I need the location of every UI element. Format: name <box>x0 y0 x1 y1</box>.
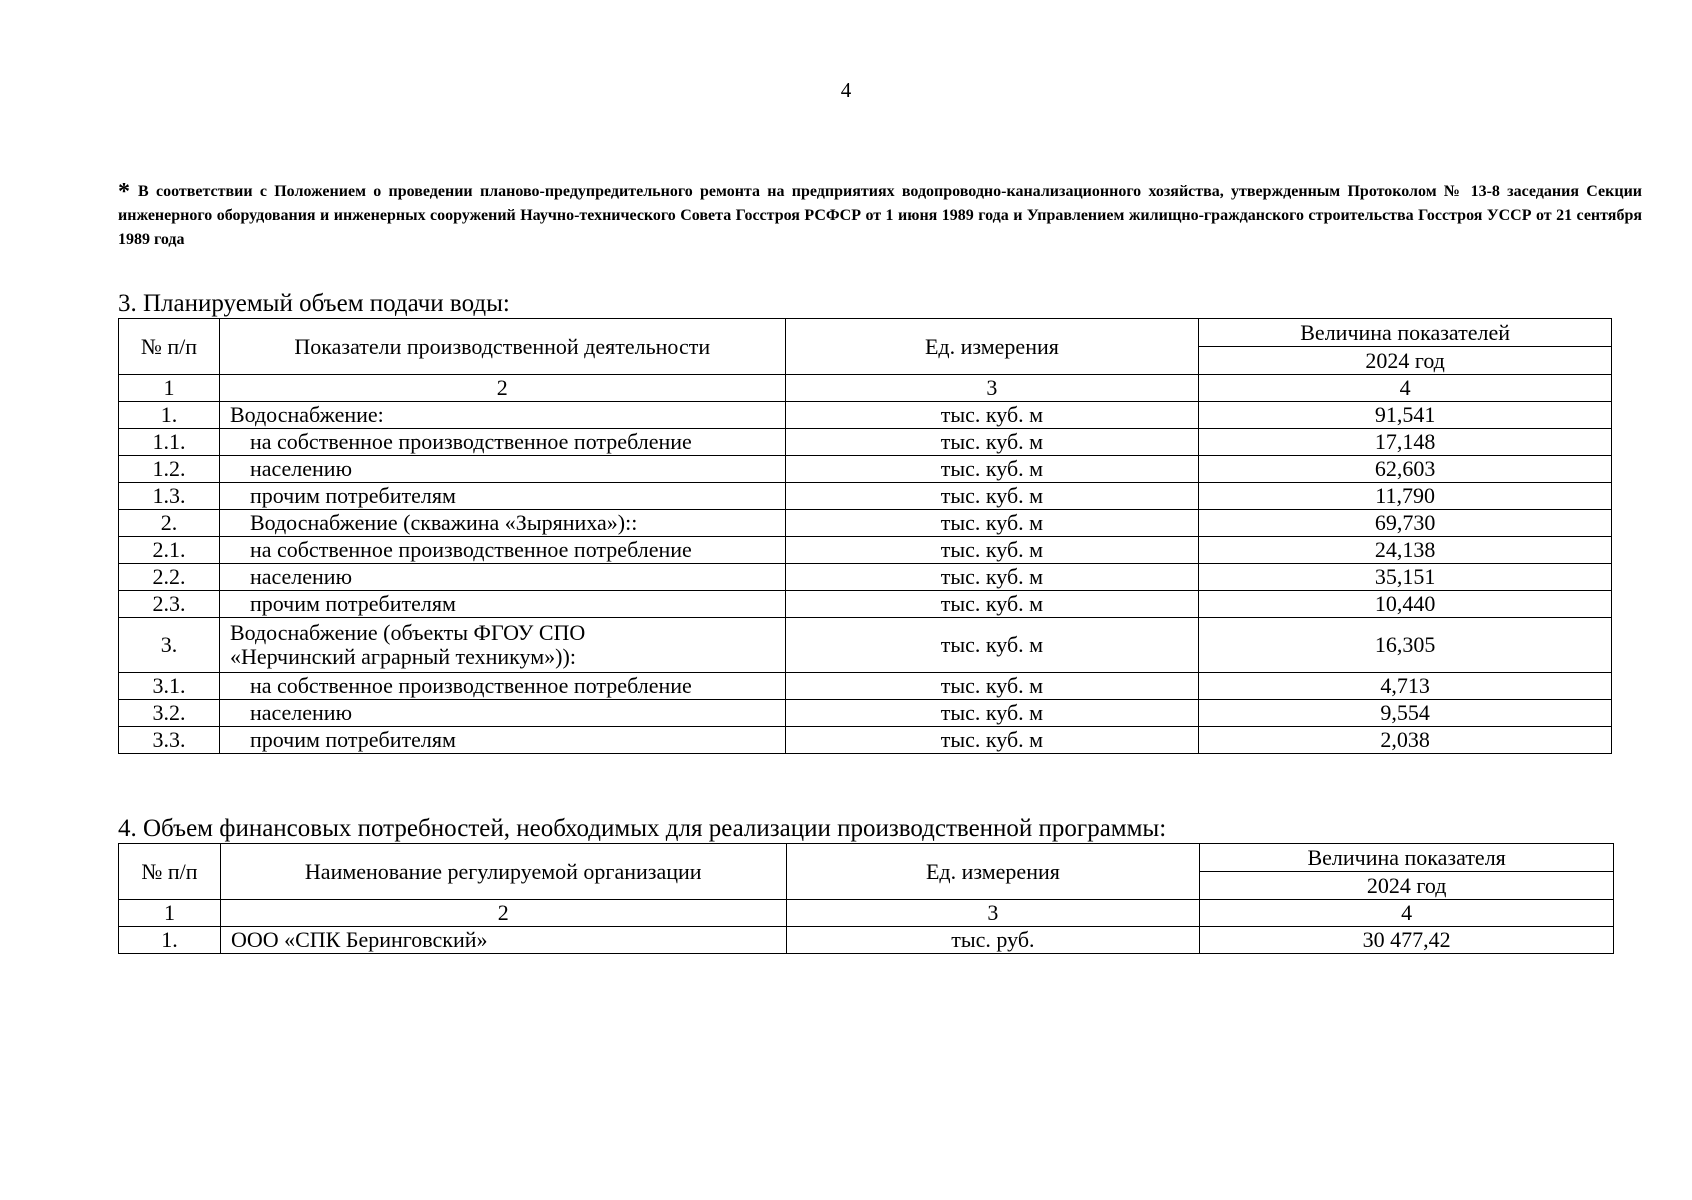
header-value-group: Величина показателя <box>1200 844 1614 872</box>
row-unit: тыс. куб. м <box>785 402 1199 429</box>
column-number: 2 <box>220 900 786 927</box>
row-name: прочим потребителям <box>219 727 785 754</box>
table-row <box>119 673 1612 700</box>
row-value: 91,541 <box>1199 402 1612 429</box>
section3-title: 3. Планируемый объем подачи воды: <box>118 290 510 317</box>
row-name: Водоснабжение (скважина «Зыряниха»):: <box>219 510 785 537</box>
row-num: 3. <box>119 618 220 673</box>
row-name: населению <box>219 700 785 727</box>
row-unit: тыс. руб. <box>786 927 1200 954</box>
row-value: 9,554 <box>1199 700 1612 727</box>
row-value: 69,730 <box>1199 510 1612 537</box>
row-unit: тыс. куб. м <box>785 483 1199 510</box>
row-unit: тыс. куб. м <box>785 618 1199 673</box>
table-row <box>119 618 1612 673</box>
row-name: прочим потребителям <box>219 591 785 618</box>
row-num: 2.1. <box>119 537 220 564</box>
row-num: 1.2. <box>119 456 220 483</box>
header-num: № п/п <box>119 319 220 375</box>
row-unit: тыс. куб. м <box>785 700 1199 727</box>
row-unit: тыс. куб. м <box>785 456 1199 483</box>
page-number: 4 <box>840 78 852 102</box>
footnote <box>118 180 1642 252</box>
row-unit: тыс. куб. м <box>785 727 1199 754</box>
table-header-row <box>119 319 1612 347</box>
row-unit: тыс. куб. м <box>785 591 1199 618</box>
header-year: 2024 год <box>1199 347 1612 375</box>
table-row <box>119 402 1612 429</box>
row-value: 4,713 <box>1199 673 1612 700</box>
column-number: 1 <box>119 900 221 927</box>
row-value: 62,603 <box>1199 456 1612 483</box>
row-name: прочим потребителям <box>219 483 785 510</box>
row-unit: тыс. куб. м <box>785 673 1199 700</box>
column-number-row <box>119 900 1614 927</box>
row-value: 30 477,42 <box>1200 927 1614 954</box>
row-value: 11,790 <box>1199 483 1612 510</box>
column-number: 1 <box>119 375 220 402</box>
header-unit: Ед. измерения <box>785 319 1199 375</box>
row-num: 1. <box>119 402 220 429</box>
column-number: 4 <box>1199 375 1612 402</box>
row-name: ООО «СПК Беринговский» <box>220 927 786 954</box>
row-num: 3.3. <box>119 727 220 754</box>
row-unit: тыс. куб. м <box>785 510 1199 537</box>
row-num: 2.3. <box>119 591 220 618</box>
header-unit: Ед. измерения <box>786 844 1200 900</box>
header-num: № п/п <box>119 844 221 900</box>
row-name: Водоснабжение: <box>219 402 785 429</box>
row-name: на собственное производственное потребление <box>219 537 785 564</box>
financial-needs-table <box>118 843 1614 954</box>
row-num: 1.1. <box>119 429 220 456</box>
table-row <box>119 429 1612 456</box>
column-number-row <box>119 375 1612 402</box>
header-indicator: Показатели производственной деятельности <box>219 319 785 375</box>
table-row <box>119 591 1612 618</box>
table-row <box>119 510 1612 537</box>
row-num: 3.2. <box>119 700 220 727</box>
table-row <box>119 927 1614 954</box>
row-num: 1. <box>119 927 221 954</box>
table-row <box>119 700 1612 727</box>
column-number: 2 <box>219 375 785 402</box>
water-supply-table <box>118 318 1612 754</box>
header-year: 2024 год <box>1200 872 1614 900</box>
row-name: населению <box>219 456 785 483</box>
row-name-line2: «Нерчинский аграрный техникум»)): <box>229 644 576 669</box>
table-row <box>119 483 1612 510</box>
row-value: 2,038 <box>1199 727 1612 754</box>
row-num: 2. <box>119 510 220 537</box>
row-unit: тыс. куб. м <box>785 429 1199 456</box>
row-name: на собственное производственное потребление <box>219 673 785 700</box>
section4-title: 4. Объем финансовых потребностей, необходимых для реализации производственной программы: <box>118 815 1167 842</box>
row-value: 24,138 <box>1199 537 1612 564</box>
row-name: населению <box>219 564 785 591</box>
row-unit: тыс. куб. м <box>785 564 1199 591</box>
row-name: на собственное производственное потребление <box>219 429 785 456</box>
footnote-text: В соответствии с Положением о проведении планово-предупредительного ремонта на предприятиях водопроводно-канализационного хозяйства, утвержденным Протоколом № 13-8 заседания Секции инженерного оборудования и инженерных сооружений Научно-технического Совета Госстроя РСФСР от 1 июня 1989 года и Управлением жилищно-гражданского строительства Госстроя УССР от 21 сентября 1989 года <box>118 183 1642 248</box>
row-name-line1: Водоснабжение (объекты ФГОУ СПО <box>229 620 586 645</box>
row-value: 17,148 <box>1199 429 1612 456</box>
column-number: 3 <box>786 900 1200 927</box>
row-value: 35,151 <box>1199 564 1612 591</box>
table-row <box>119 564 1612 591</box>
row-num: 1.3. <box>119 483 220 510</box>
header-value-group: Величина показателей <box>1199 319 1612 347</box>
row-num: 3.1. <box>119 673 220 700</box>
table-row <box>119 727 1612 754</box>
row-num: 2.2. <box>119 564 220 591</box>
table-row <box>119 537 1612 564</box>
column-number: 3 <box>785 375 1199 402</box>
header-org: Наименование регулируемой организации <box>220 844 786 900</box>
row-value: 16,305 <box>1199 618 1612 673</box>
table-row <box>119 456 1612 483</box>
row-value: 10,440 <box>1199 591 1612 618</box>
row-unit: тыс. куб. м <box>785 537 1199 564</box>
table-header-row <box>119 844 1614 872</box>
column-number: 4 <box>1200 900 1614 927</box>
footnote-asterisk: * <box>118 179 130 205</box>
row-name <box>219 618 785 673</box>
